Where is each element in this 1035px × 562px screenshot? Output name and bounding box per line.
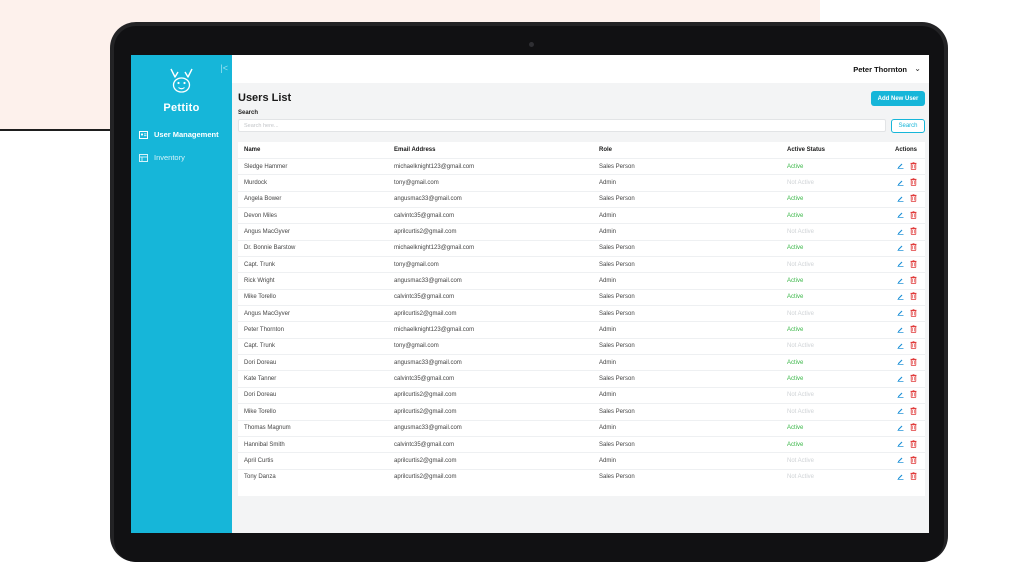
trash-icon[interactable]	[910, 211, 917, 221]
edit-icon[interactable]	[897, 473, 904, 482]
cell-name: Peter Thornton	[238, 322, 388, 338]
status-badge: Not Active	[781, 224, 877, 240]
cell-role: Sales Person	[593, 257, 781, 273]
cell-email: angusmac33@gmail.com	[388, 355, 593, 371]
cell-role: Admin	[593, 420, 781, 436]
chevron-down-icon[interactable]: ⌄	[914, 64, 921, 73]
table-row	[238, 371, 925, 387]
table-row	[238, 257, 925, 273]
edit-icon[interactable]	[897, 391, 904, 400]
cell-email: tony@gmail.com	[388, 338, 593, 354]
cell-actions	[877, 338, 925, 354]
cell-name: Dori Doreau	[238, 355, 388, 371]
inventory-icon	[139, 154, 148, 162]
sidebar-item-inventory[interactable]	[131, 149, 232, 166]
cell-email: angusmac33@gmail.com	[388, 420, 593, 436]
edit-icon[interactable]	[897, 277, 904, 286]
cell-name: Kate Tanner	[238, 371, 388, 387]
trash-icon[interactable]	[910, 440, 917, 450]
table-row	[238, 322, 925, 338]
cell-actions	[877, 306, 925, 322]
cell-role: Admin	[593, 273, 781, 289]
id-card-icon	[139, 131, 148, 139]
cell-role: Sales Person	[593, 404, 781, 420]
cell-name: Angus MacGyver	[238, 224, 388, 240]
cell-email: aprilcurtis2@gmail.com	[388, 306, 593, 322]
cell-name: Dori Doreau	[238, 387, 388, 403]
page-title: Users List	[238, 92, 292, 104]
status-badge: Active	[781, 240, 877, 256]
cell-name: Dr. Bonnie Barstow	[238, 240, 388, 256]
cell-name: Tony Danza	[238, 469, 388, 485]
trash-icon[interactable]	[910, 162, 917, 172]
edit-icon[interactable]	[897, 309, 904, 318]
column-header-role[interactable]: Role	[599, 147, 613, 153]
cell-name: Thomas Magnum	[238, 420, 388, 436]
status-badge: Not Active	[781, 306, 877, 322]
table-row	[238, 453, 925, 469]
cell-name: Capt. Trunk	[238, 257, 388, 273]
cell-name: Sledge Hammer	[238, 159, 388, 175]
edit-icon[interactable]	[897, 179, 904, 188]
search-input[interactable]	[238, 119, 886, 132]
trash-icon[interactable]	[910, 374, 917, 384]
table-row	[238, 240, 925, 256]
cell-email: michaelknight123@gmail.com	[388, 322, 593, 338]
sidebar-item-label: User Management	[154, 130, 219, 139]
cell-role: Admin	[593, 208, 781, 224]
cell-actions	[877, 208, 925, 224]
cell-actions	[877, 436, 925, 452]
cell-email: aprilcurtis2@gmail.com	[388, 404, 593, 420]
collapse-sidebar-icon[interactable]: |<	[220, 63, 228, 73]
table-row	[238, 224, 925, 240]
cell-name: Angela Bower	[238, 191, 388, 207]
cell-role: Admin	[593, 175, 781, 191]
table-body	[238, 159, 925, 485]
trash-icon[interactable]	[910, 309, 917, 319]
column-header-name[interactable]: Name	[244, 147, 261, 153]
cell-actions	[877, 371, 925, 387]
logo	[131, 63, 232, 114]
cell-name: Capt. Trunk	[238, 338, 388, 354]
dog-logo-icon	[131, 63, 232, 99]
app-screen	[131, 55, 929, 533]
table-row	[238, 191, 925, 207]
cell-name: Devon Miles	[238, 208, 388, 224]
edit-icon[interactable]	[897, 195, 904, 204]
cell-email: calvintc35@gmail.com	[388, 208, 593, 224]
edit-icon[interactable]	[897, 407, 904, 416]
table-row	[238, 175, 925, 191]
status-badge: Active	[781, 159, 877, 175]
edit-icon[interactable]	[897, 424, 904, 433]
cell-role: Admin	[593, 453, 781, 469]
trash-icon[interactable]	[910, 292, 917, 302]
table-row	[238, 273, 925, 289]
cell-email: tony@gmail.com	[388, 257, 593, 273]
cell-role: Sales Person	[593, 191, 781, 207]
cell-email: michaelknight123@gmail.com	[388, 240, 593, 256]
column-header-email[interactable]: Email Address	[394, 147, 436, 153]
edit-icon[interactable]	[897, 456, 904, 465]
trash-icon[interactable]	[910, 194, 917, 204]
table-row	[238, 306, 925, 322]
cell-role: Admin	[593, 322, 781, 338]
cell-email: michaelknight123@gmail.com	[388, 159, 593, 175]
table-row	[238, 208, 925, 224]
cell-role: Admin	[593, 224, 781, 240]
camera-dot	[529, 42, 534, 47]
table-row	[238, 420, 925, 436]
cell-name: Murdock	[238, 175, 388, 191]
trash-icon[interactable]	[910, 456, 917, 466]
logo-text: Pettito	[163, 102, 200, 114]
edit-icon[interactable]	[897, 260, 904, 269]
edit-icon[interactable]	[897, 244, 904, 253]
cell-role: Sales Person	[593, 240, 781, 256]
status-badge: Active	[781, 273, 877, 289]
cell-actions	[877, 355, 925, 371]
cell-actions	[877, 387, 925, 403]
status-badge: Active	[781, 371, 877, 387]
add-user-button[interactable]: Add New User	[871, 91, 925, 106]
cell-name: Mike Torello	[238, 404, 388, 420]
sidebar	[131, 55, 232, 533]
status-badge: Active	[781, 191, 877, 207]
table-header-row	[238, 142, 925, 159]
status-badge: Not Active	[781, 404, 877, 420]
cell-name: Mike Torello	[238, 289, 388, 305]
cell-actions	[877, 289, 925, 305]
cell-actions	[877, 159, 925, 175]
trash-icon[interactable]	[910, 407, 917, 417]
status-badge: Not Active	[781, 257, 877, 273]
cell-email: aprilcurtis2@gmail.com	[388, 387, 593, 403]
edit-icon[interactable]	[897, 326, 904, 335]
cell-actions	[877, 257, 925, 273]
edit-icon[interactable]	[897, 162, 904, 171]
cell-actions	[877, 175, 925, 191]
cell-actions	[877, 404, 925, 420]
cell-email: aprilcurtis2@gmail.com	[388, 469, 593, 485]
status-badge: Not Active	[781, 175, 877, 191]
users-table	[238, 142, 925, 496]
table-row	[238, 159, 925, 175]
table-row	[238, 404, 925, 420]
table-row	[238, 289, 925, 305]
cell-actions	[877, 420, 925, 436]
search-label: Search	[238, 110, 259, 116]
cell-name: Rick Wright	[238, 273, 388, 289]
trash-icon[interactable]	[910, 423, 917, 433]
trash-icon[interactable]	[910, 227, 917, 237]
status-badge: Not Active	[781, 338, 877, 354]
cell-name: April Curtis	[238, 453, 388, 469]
status-badge: Not Active	[781, 387, 877, 403]
cell-role: Sales Person	[593, 371, 781, 387]
cell-role: Sales Person	[593, 338, 781, 354]
status-badge: Active	[781, 289, 877, 305]
search-button[interactable]: Search	[891, 119, 925, 133]
cell-email: calvintc35@gmail.com	[388, 289, 593, 305]
cell-actions	[877, 322, 925, 338]
cell-role: Admin	[593, 355, 781, 371]
sidebar-item-label: Inventory	[154, 153, 185, 162]
trash-icon[interactable]	[910, 178, 917, 188]
edit-icon[interactable]	[897, 358, 904, 367]
cell-actions	[877, 224, 925, 240]
status-badge: Not Active	[781, 469, 877, 485]
cell-email: angusmac33@gmail.com	[388, 191, 593, 207]
status-badge: Active	[781, 355, 877, 371]
edit-icon[interactable]	[897, 293, 904, 302]
cell-name: Hannibal Smith	[238, 436, 388, 452]
edit-icon[interactable]	[897, 440, 904, 449]
trash-icon[interactable]	[910, 276, 917, 286]
cell-actions	[877, 453, 925, 469]
edit-icon[interactable]	[897, 228, 904, 237]
cell-actions	[877, 191, 925, 207]
table-row	[238, 436, 925, 452]
trash-icon[interactable]	[910, 472, 917, 482]
status-badge: Not Active	[781, 453, 877, 469]
cell-actions	[877, 240, 925, 256]
cell-role: Admin	[593, 387, 781, 403]
top-bar	[232, 55, 929, 83]
status-badge: Active	[781, 420, 877, 436]
cell-role: Sales Person	[593, 289, 781, 305]
status-badge: Active	[781, 208, 877, 224]
cell-role: Sales Person	[593, 436, 781, 452]
edit-icon[interactable]	[897, 375, 904, 384]
table-row	[238, 355, 925, 371]
trash-icon[interactable]	[910, 243, 917, 253]
cell-name: Angus MacGyver	[238, 306, 388, 322]
table-row	[238, 338, 925, 354]
status-badge: Active	[781, 436, 877, 452]
column-header-actions: Actions	[894, 147, 917, 153]
cell-email: aprilcurtis2@gmail.com	[388, 224, 593, 240]
cell-email: tony@gmail.com	[388, 175, 593, 191]
cell-actions	[877, 273, 925, 289]
user-menu[interactable]: Peter Thornton	[853, 65, 907, 74]
cell-email: calvintc35@gmail.com	[388, 436, 593, 452]
cell-role: Sales Person	[593, 469, 781, 485]
table-row	[238, 387, 925, 403]
trash-icon[interactable]	[910, 390, 917, 400]
cell-email: angusmac33@gmail.com	[388, 273, 593, 289]
sidebar-item-user-management[interactable]	[131, 126, 232, 143]
table-row	[238, 469, 925, 485]
main-content	[232, 83, 929, 533]
column-header-status[interactable]: Active Status	[787, 147, 826, 153]
cell-email: calvintc35@gmail.com	[388, 371, 593, 387]
edit-icon[interactable]	[897, 342, 904, 351]
cell-actions	[877, 469, 925, 485]
cell-role: Sales Person	[593, 306, 781, 322]
status-badge: Active	[781, 322, 877, 338]
cell-email: aprilcurtis2@gmail.com	[388, 453, 593, 469]
trash-icon[interactable]	[910, 358, 917, 368]
cell-role: Sales Person	[593, 159, 781, 175]
edit-icon[interactable]	[897, 211, 904, 220]
trash-icon[interactable]	[910, 341, 917, 351]
trash-icon[interactable]	[910, 260, 917, 270]
trash-icon[interactable]	[910, 325, 917, 335]
